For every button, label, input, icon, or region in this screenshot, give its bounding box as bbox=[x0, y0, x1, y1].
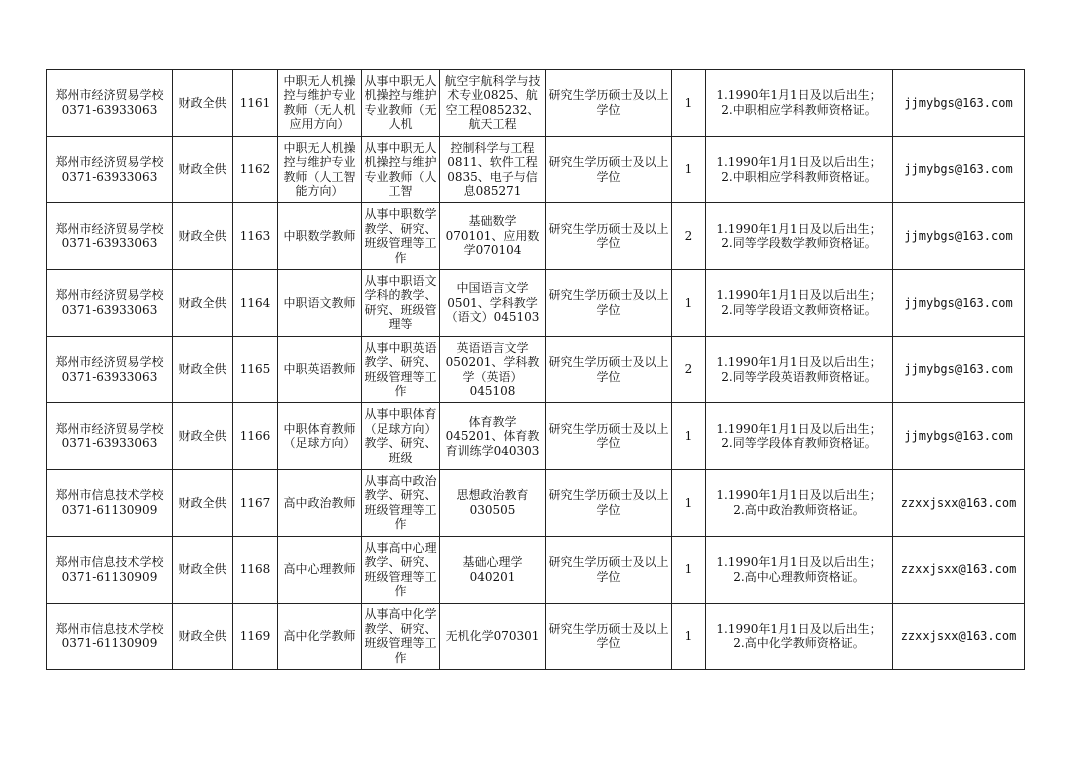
unit-cell-unit: 郑州市信息技术学校 bbox=[55, 555, 164, 570]
position-cell-position: 中职英语教师 bbox=[283, 362, 356, 377]
table-row bbox=[47, 470, 1025, 537]
unit-cell bbox=[47, 270, 173, 337]
unit-cell-phone: 0371-63933063 bbox=[61, 436, 158, 451]
education-cell bbox=[546, 70, 672, 137]
requirement-cell bbox=[706, 136, 893, 203]
unit-cell bbox=[47, 336, 173, 403]
major-cell-major: 中国语言文学0501、学科教学（语文）045103 bbox=[445, 281, 540, 325]
position-cell bbox=[278, 470, 362, 537]
table-row bbox=[47, 70, 1025, 137]
duty-cell bbox=[362, 270, 440, 337]
funding-cell-funding: 财政全供 bbox=[178, 562, 227, 577]
major-cell bbox=[440, 70, 546, 137]
unit-cell-unit: 郑州市信息技术学校 bbox=[55, 488, 164, 503]
code-cell bbox=[233, 203, 278, 270]
count-cell-count: 1 bbox=[684, 95, 693, 110]
email-cell-email: jjmybgs@163.com bbox=[904, 295, 1013, 310]
education-cell-education: 研究生学历硕士及以上学位 bbox=[548, 288, 669, 317]
requirement-cell bbox=[706, 603, 893, 670]
duty-cell bbox=[362, 70, 440, 137]
table-body bbox=[47, 70, 1025, 670]
count-cell-count: 1 bbox=[684, 429, 693, 444]
position-cell-position: 中职语文教师 bbox=[283, 295, 356, 310]
requirement-cell bbox=[706, 270, 893, 337]
email-cell-email: jjmybgs@163.com bbox=[904, 228, 1013, 243]
requirement-cell-req2: 2.中职相应学科教师资格证。 bbox=[721, 102, 877, 117]
code-cell-code: 1167 bbox=[239, 495, 271, 510]
requirement-cell bbox=[706, 536, 893, 603]
code-cell-code: 1162 bbox=[239, 162, 271, 177]
funding-cell bbox=[173, 203, 233, 270]
duty-cell-duty: 从事中职英语教学、研究、班级管理等工作 bbox=[364, 340, 437, 399]
education-cell bbox=[546, 603, 672, 670]
email-cell-email: jjmybgs@163.com bbox=[904, 162, 1013, 177]
major-cell-major: 基础心理学040201 bbox=[462, 555, 523, 584]
funding-cell bbox=[173, 470, 233, 537]
table-row bbox=[47, 270, 1025, 337]
major-cell-major: 基础数学070101、应用数学070104 bbox=[445, 214, 540, 258]
education-cell bbox=[546, 536, 672, 603]
unit-cell-phone: 0371-61130909 bbox=[61, 636, 158, 651]
unit-cell-unit: 郑州市经济贸易学校 bbox=[55, 155, 164, 170]
education-cell-education: 研究生学历硕士及以上学位 bbox=[548, 155, 669, 184]
position-cell bbox=[278, 70, 362, 137]
education-cell-education: 研究生学历硕士及以上学位 bbox=[548, 421, 669, 451]
major-cell-major: 无机化学070301 bbox=[445, 629, 540, 644]
count-cell bbox=[672, 270, 706, 337]
unit-cell-unit: 郑州市经济贸易学校 bbox=[55, 288, 164, 303]
funding-cell-funding: 财政全供 bbox=[178, 162, 227, 177]
position-cell-position: 中职数学教师 bbox=[283, 228, 356, 243]
requirement-cell-req1: 1.1990年1月1日及以后出生； bbox=[716, 355, 882, 370]
requirement-cell-req2: 2.同等学段英语教师资格证。 bbox=[721, 369, 877, 384]
funding-cell bbox=[173, 603, 233, 670]
education-cell-education: 研究生学历硕士及以上学位 bbox=[548, 488, 669, 517]
education-cell-education: 研究生学历硕士及以上学位 bbox=[548, 88, 669, 117]
unit-cell bbox=[47, 203, 173, 270]
table-row bbox=[47, 536, 1025, 603]
education-cell bbox=[546, 270, 672, 337]
recruitment-table bbox=[46, 69, 1025, 670]
major-cell-major: 控制科学与工程0811、软件工程0835、电子与信息085271 bbox=[447, 140, 538, 199]
duty-cell-duty: 从事高中政治教学、研究、班级管理等工作 bbox=[364, 473, 437, 532]
email-cell bbox=[893, 536, 1025, 603]
code-cell bbox=[233, 603, 278, 670]
position-cell-position: 中职无人机操控与维护专业教师（无人机应用方向） bbox=[283, 73, 356, 132]
duty-cell-duty: 从事中职无人机操控与维护专业教师（无人机 bbox=[364, 73, 437, 132]
email-cell bbox=[893, 336, 1025, 403]
major-cell bbox=[440, 470, 546, 537]
major-cell-major: 体育教学045201、体育教育训练学040303 bbox=[445, 414, 540, 458]
requirement-cell bbox=[706, 336, 893, 403]
position-cell bbox=[278, 203, 362, 270]
duty-cell bbox=[362, 603, 440, 670]
requirement-cell-req1: 1.1990年1月1日及以后出生； bbox=[716, 421, 882, 436]
requirement-cell-req2: 2.同等学段数学教师资格证。 bbox=[721, 236, 877, 251]
code-cell bbox=[233, 536, 278, 603]
count-cell bbox=[672, 136, 706, 203]
major-cell bbox=[440, 336, 546, 403]
code-cell-code: 1169 bbox=[239, 629, 271, 644]
education-cell-education: 研究生学历硕士及以上学位 bbox=[548, 355, 669, 384]
funding-cell bbox=[173, 136, 233, 203]
requirement-cell-req1: 1.1990年1月1日及以后出生； bbox=[716, 88, 882, 103]
requirement-cell bbox=[706, 203, 893, 270]
major-cell bbox=[440, 403, 546, 470]
education-cell bbox=[546, 136, 672, 203]
unit-cell-phone: 0371-61130909 bbox=[61, 569, 158, 584]
requirement-cell-req1: 1.1990年1月1日及以后出生； bbox=[716, 288, 882, 303]
education-cell-education: 研究生学历硕士及以上学位 bbox=[548, 621, 669, 651]
funding-cell-funding: 财政全供 bbox=[178, 228, 227, 243]
funding-cell-funding: 财政全供 bbox=[178, 629, 227, 644]
email-cell-email: zzxxjsxx@163.com bbox=[900, 629, 1017, 644]
email-cell bbox=[893, 270, 1025, 337]
funding-cell bbox=[173, 536, 233, 603]
requirement-cell-req2: 2.高中化学教师资格证。 bbox=[733, 636, 865, 651]
requirement-cell-req1: 1.1990年1月1日及以后出生； bbox=[716, 221, 882, 236]
requirement-cell-req1: 1.1990年1月1日及以后出生； bbox=[716, 488, 882, 503]
duty-cell bbox=[362, 403, 440, 470]
count-cell-count: 1 bbox=[684, 162, 693, 177]
count-cell bbox=[672, 203, 706, 270]
unit-cell-phone: 0371-63933063 bbox=[61, 302, 158, 317]
funding-cell-funding: 财政全供 bbox=[178, 95, 227, 110]
position-cell bbox=[278, 136, 362, 203]
duty-cell bbox=[362, 470, 440, 537]
major-cell bbox=[440, 603, 546, 670]
unit-cell-phone: 0371-61130909 bbox=[61, 502, 158, 517]
education-cell bbox=[546, 470, 672, 537]
email-cell bbox=[893, 470, 1025, 537]
position-cell-position: 中职无人机操控与维护专业教师（人工智能方向） bbox=[283, 140, 356, 199]
code-cell bbox=[233, 136, 278, 203]
duty-cell-duty: 从事高中化学教学、研究、班级管理等工作 bbox=[364, 607, 437, 665]
position-cell-position: 高中化学教师 bbox=[283, 629, 356, 644]
email-cell bbox=[893, 203, 1025, 270]
funding-cell bbox=[173, 70, 233, 137]
duty-cell bbox=[362, 136, 440, 203]
unit-cell bbox=[47, 470, 173, 537]
funding-cell-funding: 财政全供 bbox=[178, 495, 227, 510]
code-cell-code: 1164 bbox=[239, 295, 271, 310]
code-cell bbox=[233, 336, 278, 403]
count-cell bbox=[672, 470, 706, 537]
table-row bbox=[47, 136, 1025, 203]
table-row bbox=[47, 403, 1025, 470]
table-row bbox=[47, 603, 1025, 670]
code-cell-code: 1168 bbox=[239, 562, 271, 577]
unit-cell-unit: 郑州市信息技术学校 bbox=[55, 621, 164, 636]
unit-cell-unit: 郑州市经济贸易学校 bbox=[55, 355, 164, 370]
count-cell-count: 1 bbox=[684, 495, 693, 510]
duty-cell-duty: 从事中职体育（足球方向）教学、研究、班级 bbox=[364, 407, 437, 465]
code-cell bbox=[233, 470, 278, 537]
position-cell bbox=[278, 336, 362, 403]
code-cell-code: 1165 bbox=[239, 362, 271, 377]
email-cell-email: zzxxjsxx@163.com bbox=[900, 562, 1017, 577]
count-cell bbox=[672, 70, 706, 137]
count-cell-count: 1 bbox=[684, 295, 693, 310]
funding-cell bbox=[173, 403, 233, 470]
count-cell-count: 1 bbox=[684, 629, 693, 644]
requirement-cell bbox=[706, 403, 893, 470]
requirement-cell bbox=[706, 470, 893, 537]
requirement-cell-req2: 2.同等学段体育教师资格证。 bbox=[721, 436, 877, 451]
email-cell-email: jjmybgs@163.com bbox=[904, 429, 1013, 444]
position-cell-position: 高中政治教师 bbox=[283, 495, 356, 510]
position-cell bbox=[278, 536, 362, 603]
unit-cell bbox=[47, 403, 173, 470]
code-cell-code: 1166 bbox=[239, 429, 271, 444]
funding-cell-funding: 财政全供 bbox=[178, 429, 227, 444]
code-cell-code: 1161 bbox=[239, 95, 271, 110]
requirement-cell-req1: 1.1990年1月1日及以后出生； bbox=[716, 155, 882, 170]
email-cell-email: zzxxjsxx@163.com bbox=[900, 495, 1017, 510]
major-cell bbox=[440, 270, 546, 337]
requirement-cell bbox=[706, 70, 893, 137]
major-cell bbox=[440, 536, 546, 603]
count-cell bbox=[672, 603, 706, 670]
table-row bbox=[47, 336, 1025, 403]
education-cell-education: 研究生学历硕士及以上学位 bbox=[548, 221, 669, 251]
email-cell-email: jjmybgs@163.com bbox=[904, 95, 1013, 110]
duty-cell-duty: 从事中职数学教学、研究、班级管理等工作 bbox=[364, 207, 437, 265]
unit-cell bbox=[47, 536, 173, 603]
code-cell bbox=[233, 403, 278, 470]
unit-cell-phone: 0371-63933063 bbox=[61, 169, 158, 184]
funding-cell bbox=[173, 336, 233, 403]
education-cell bbox=[546, 336, 672, 403]
unit-cell-unit: 郑州市经济贸易学校 bbox=[55, 421, 164, 436]
email-cell bbox=[893, 136, 1025, 203]
major-cell bbox=[440, 203, 546, 270]
email-cell bbox=[893, 603, 1025, 670]
education-cell bbox=[546, 403, 672, 470]
position-cell bbox=[278, 403, 362, 470]
unit-cell bbox=[47, 136, 173, 203]
duty-cell-duty: 从事高中心理教学、研究、班级管理等工作 bbox=[364, 540, 437, 599]
unit-cell-unit: 郑州市经济贸易学校 bbox=[55, 221, 164, 236]
requirement-cell-req2: 2.高中政治教师资格证。 bbox=[733, 502, 865, 517]
unit-cell bbox=[47, 70, 173, 137]
count-cell-count: 2 bbox=[684, 228, 693, 243]
email-cell-email: jjmybgs@163.com bbox=[904, 362, 1013, 377]
duty-cell bbox=[362, 536, 440, 603]
position-cell-position: 高中心理教师 bbox=[283, 562, 356, 577]
count-cell bbox=[672, 536, 706, 603]
major-cell-major: 思想政治教育030505 bbox=[456, 488, 529, 517]
code-cell bbox=[233, 70, 278, 137]
code-cell bbox=[233, 270, 278, 337]
email-cell bbox=[893, 70, 1025, 137]
requirement-cell-req2: 2.中职相应学科教师资格证。 bbox=[721, 169, 877, 184]
position-cell bbox=[278, 603, 362, 670]
email-cell bbox=[893, 403, 1025, 470]
requirement-cell-req2: 2.同等学段语文教师资格证。 bbox=[721, 302, 877, 317]
count-cell bbox=[672, 403, 706, 470]
requirement-cell-req1: 1.1990年1月1日及以后出生； bbox=[716, 555, 882, 570]
count-cell bbox=[672, 336, 706, 403]
funding-cell-funding: 财政全供 bbox=[178, 295, 227, 310]
major-cell-major: 航空宇航科学与技术专业0825、航空工程085232、航天工程 bbox=[444, 73, 541, 132]
requirement-cell-req2: 2.高中心理教师资格证。 bbox=[733, 569, 865, 584]
funding-cell-funding: 财政全供 bbox=[178, 362, 227, 377]
position-cell bbox=[278, 270, 362, 337]
unit-cell-phone: 0371-63933063 bbox=[61, 369, 158, 384]
duty-cell bbox=[362, 336, 440, 403]
unit-cell bbox=[47, 603, 173, 670]
duty-cell bbox=[362, 203, 440, 270]
funding-cell bbox=[173, 270, 233, 337]
duty-cell-duty: 从事中职语文学科的教学、研究、班级管理等 bbox=[364, 273, 437, 332]
table-row bbox=[47, 203, 1025, 270]
position-cell-position: 中职体育教师（足球方向） bbox=[283, 421, 356, 451]
education-cell bbox=[546, 203, 672, 270]
major-cell bbox=[440, 136, 546, 203]
code-cell-code: 1163 bbox=[239, 228, 271, 243]
education-cell-education: 研究生学历硕士及以上学位 bbox=[548, 555, 669, 584]
major-cell-major: 英语语言文学050201、学科教学（英语）045108 bbox=[445, 340, 540, 399]
count-cell-count: 2 bbox=[684, 362, 693, 377]
unit-cell-phone: 0371-63933063 bbox=[61, 236, 158, 251]
requirement-cell-req1: 1.1990年1月1日及以后出生； bbox=[716, 621, 882, 636]
count-cell-count: 1 bbox=[684, 562, 693, 577]
unit-cell-phone: 0371-63933063 bbox=[61, 102, 158, 117]
unit-cell-unit: 郑州市经济贸易学校 bbox=[55, 88, 164, 103]
duty-cell-duty: 从事中职无人机操控与维护专业教师（人工智 bbox=[364, 140, 437, 199]
